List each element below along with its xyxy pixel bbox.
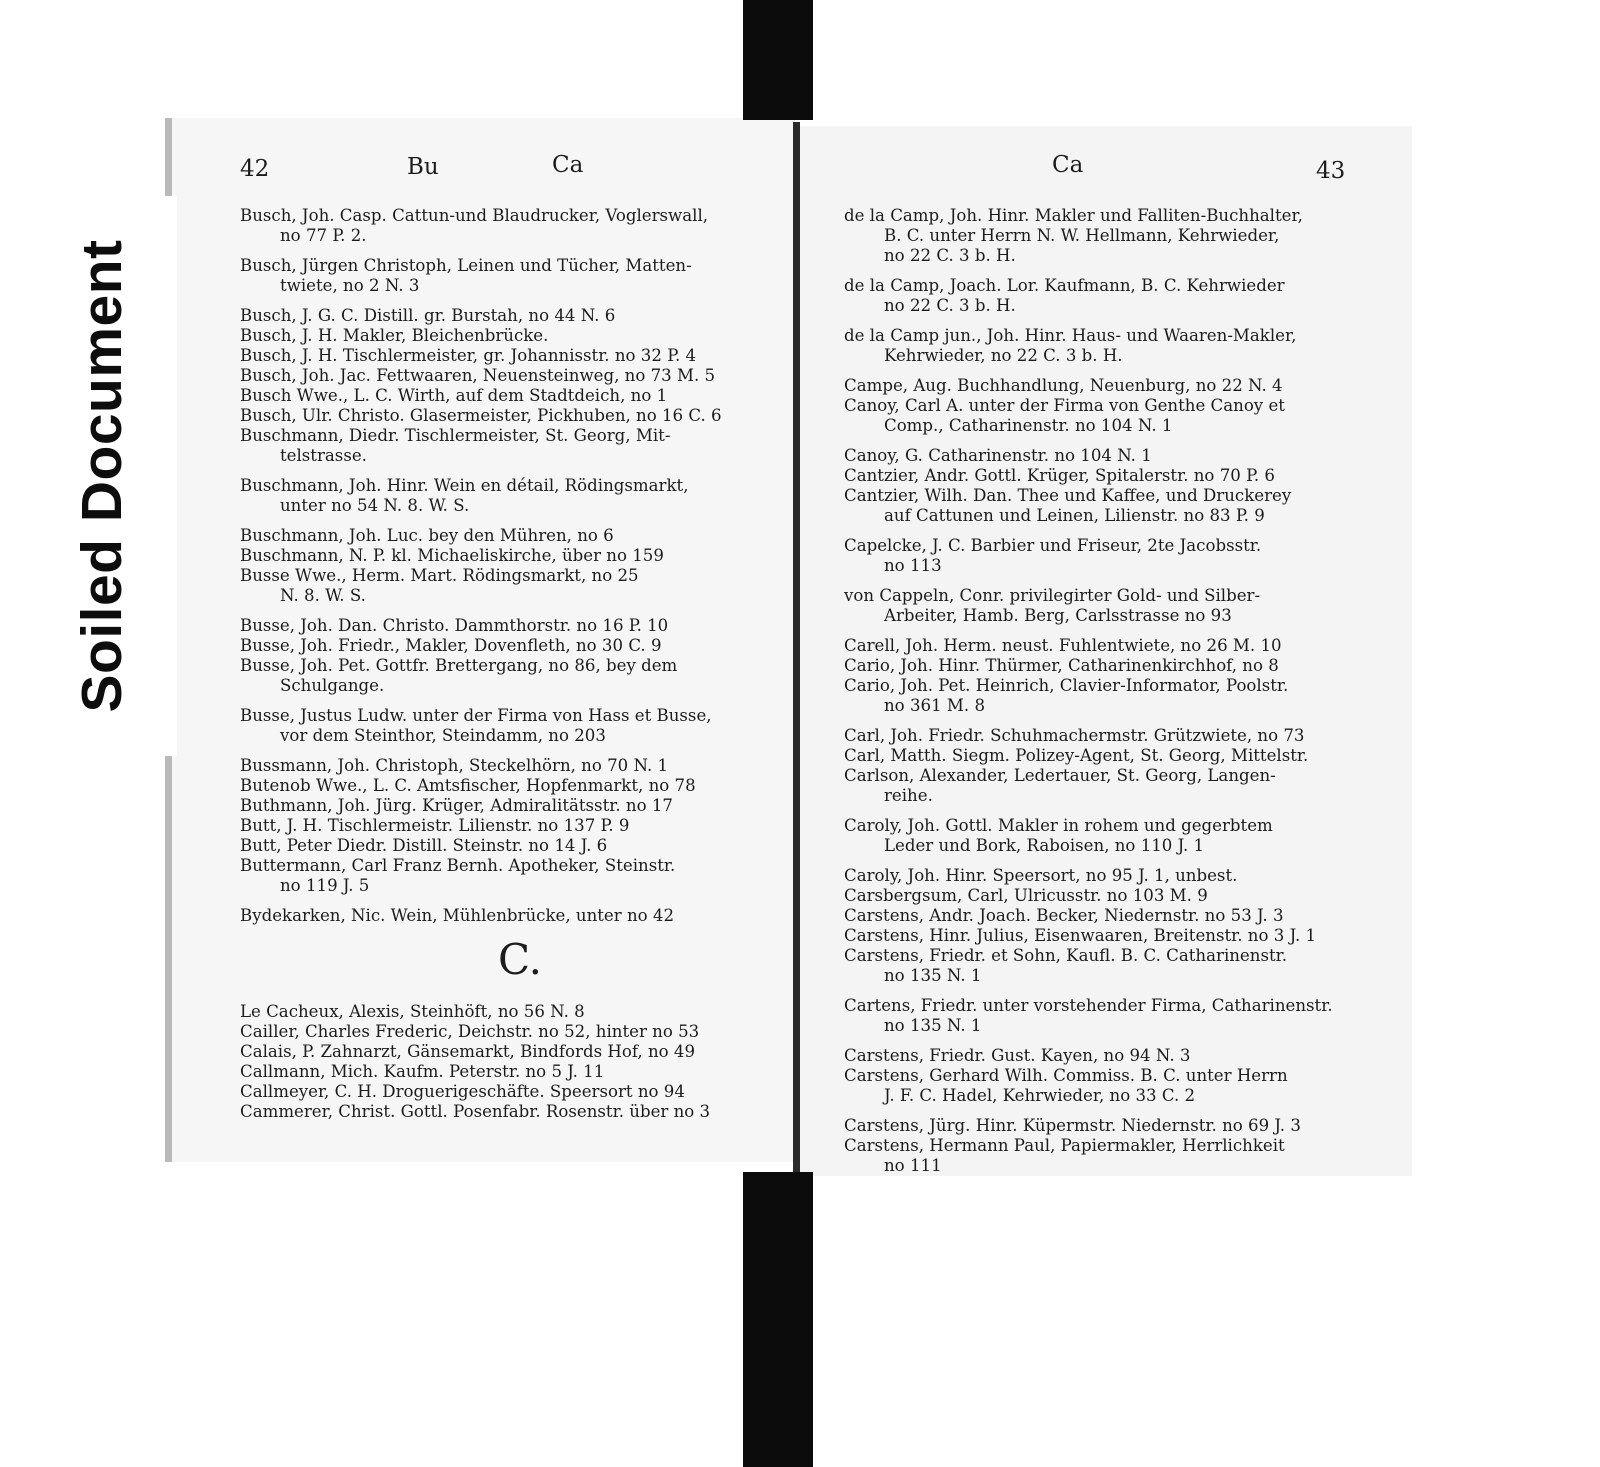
entry-gap [844,316,1404,326]
entry-continuation: twiete, no 2 N. 3 [280,276,420,295]
entry-line: Caroly, Joh. Gottl. Makler in rohem und gegerbtem [844,816,1273,835]
directory-entry [844,1046,1404,1066]
directory-entry [240,776,800,796]
entry-line: Carsbergsum, Carl, Ulricusstr. no 103 M. 9 [844,886,1208,905]
entry-line: Canoy, Carl A. unter der Firma von Genthe Canoy et [844,396,1285,415]
entry-gap [844,436,1404,446]
directory-entry [240,426,800,466]
entry-gap [240,696,800,706]
entry-line: Caroly, Joh. Hinr. Speersort, no 95 J. 1, unbest. [844,866,1238,885]
entry-line: Carlson, Alexander, Ledertauer, St. Georg, Langen- [844,766,1276,785]
directory-entry [844,486,1404,526]
soiled-document-text: Soiled Document [70,239,134,713]
entry-line: Carl, Matth. Siegm. Polizey-Agent, St. Georg, Mittelstr. [844,746,1309,765]
directory-entry [844,866,1404,886]
directory-entry [240,1102,800,1122]
directory-entry [844,676,1404,716]
entry-line: Busch, J. H. Makler, Bleichenbrücke. [240,326,549,345]
entry-gap [240,606,800,616]
directory-entry [240,566,800,606]
directory-entry [240,546,800,566]
directory-entry [240,366,800,386]
page-number-left: 42 [240,156,270,182]
entry-gap [844,1176,1404,1186]
entry-line: Busch, Ulr. Christo. Glasermeister, Pickhuben, no 16 C. 6 [240,406,722,425]
directory-entry [844,586,1404,626]
entry-line: Carstens, Friedr. et Sohn, Kaufl. B. C. Catharinenstr. [844,946,1288,965]
entry-line: Carell, Joh. Herm. neust. Fuhlentwiete, no 26 M. 10 [844,636,1282,655]
entry-line: Carstens, Gerhard Wilh. Commiss. B. C. unter Herrn [844,1066,1288,1085]
directory-entry [844,766,1404,806]
entry-line: Cailler, Charles Frederic, Deichstr. no 52, hinter no 53 [240,1022,700,1041]
entry-gap [844,716,1404,726]
entry-line: Buschmann, Diedr. Tischlermeister, St. Georg, Mit- [240,426,671,445]
entry-gap [844,1106,1404,1116]
directory-entry [844,636,1404,656]
directory-entry [240,816,800,836]
directory-entry [844,926,1404,946]
directory-entry [844,536,1404,576]
entry-line: Carstens, Hinr. Julius, Eisenwaaren, Breitenstr. no 3 J. 1 [844,926,1317,945]
entry-continuation: telstrasse. [280,446,367,465]
entry-line: Canoy, G. Catharinenstr. no 104 N. 1 [844,446,1152,465]
entry-line: Carstens, Andr. Joach. Becker, Niedernstr. no 53 J. 3 [844,906,1284,925]
entry-line: Buschmann, N. P. kl. Michaeliskirche, über no 159 [240,546,664,565]
entry-line: Cario, Joh. Hinr. Thürmer, Catharinenkirchhof, no 8 [844,656,1279,675]
directory-entry [240,326,800,346]
entry-line: Callmann, Mich. Kaufm. Peterstr. no 5 J. 11 [240,1062,605,1081]
entry-line: Busse, Joh. Friedr., Makler, Dovenfleth, no 30 C. 9 [240,636,662,655]
section-letter: C. [498,935,542,984]
entry-line: von Cappeln, Conr. privilegirter Gold- und Silber- [844,586,1261,605]
entry-gap [844,576,1404,586]
entry-gap [844,986,1404,996]
entry-continuation: no 22 C. 3 b. H. [884,246,1016,265]
entry-continuation: no 135 N. 1 [884,966,982,985]
running-head-right: Ca [552,152,584,178]
directory-entry [844,946,1404,986]
running-head: Ca [1052,152,1084,178]
entry-continuation: no 77 P. 2. [280,226,367,245]
soiled-document-label [27,196,177,756]
directory-entry [240,476,800,516]
left-page [165,118,795,1162]
entry-list [844,206,1404,1186]
binder-clip-bottom [743,1172,813,1467]
entry-continuation: no 111 [884,1156,942,1175]
entry-gap [844,366,1404,376]
directory-entry [844,746,1404,766]
entry-line: Busch, Joh. Jac. Fettwaaren, Neuensteinweg, no 73 M. 5 [240,366,716,385]
left-entries [240,206,800,1122]
directory-entry [240,1042,800,1062]
directory-entry [844,276,1404,316]
entry-line: Butt, J. H. Tischlermeistr. Lilienstr. no 137 P. 9 [240,816,630,835]
entry-line: Butenob Wwe., L. C. Amtsfischer, Hopfenmarkt, no 78 [240,776,696,795]
entry-line: Cantzier, Andr. Gottl. Krüger, Spitalerstr. no 70 P. 6 [844,466,1275,485]
entry-continuation: unter no 54 N. 8. W. S. [280,496,470,515]
directory-entry [240,346,800,366]
entry-line: Cantzier, Wilh. Dan. Thee und Kaffee, und Druckerey [844,486,1292,505]
entry-line: Carstens, Friedr. Gust. Kayen, no 94 N. 3 [844,1046,1191,1065]
entry-continuation: vor dem Steinthor, Steindamm, no 203 [280,726,606,745]
entry-continuation: reihe. [884,786,933,805]
entry-line: Calais, P. Zahnarzt, Gänsemarkt, Bindfords Hof, no 49 [240,1042,696,1061]
directory-entry [844,376,1404,396]
directory-entry [844,996,1404,1036]
entry-line: de la Camp jun., Joh. Hinr. Haus- und Waaren-Makler, [844,326,1297,345]
entry-line: Cammerer, Christ. Gottl. Posenfabr. Rosenstr. über no 3 [240,1102,711,1121]
entry-line: Bussmann, Joh. Christoph, Steckelhörn, no 70 N. 1 [240,756,669,775]
entry-gap [844,1036,1404,1046]
directory-entry [240,856,800,896]
entry-gap [240,896,800,906]
entry-line: Capelcke, J. C. Barbier und Friseur, 2te Jacobsstr. [844,536,1262,555]
right-page [800,126,1412,1176]
entry-continuation: Arbeiter, Hamb. Berg, Carlsstrasse no 93 [884,606,1232,625]
page-number-right: 43 [1316,158,1346,184]
entry-line: Busse, Joh. Dan. Christo. Dammthorstr. no 16 P. 10 [240,616,669,635]
directory-entry [240,1002,800,1022]
entry-continuation: Comp., Catharinenstr. no 104 N. 1 [884,416,1173,435]
running-head-left: Bu [407,154,439,180]
entry-line: Busch, J. G. C. Distill. gr. Burstah, no 44 N. 6 [240,306,616,325]
entry-line: Campe, Aug. Buchhandlung, Neuenburg, no 22 N. 4 [844,376,1283,395]
entry-gap [844,266,1404,276]
entry-line: Cartens, Friedr. unter vorstehender Firma, Catharinenstr. [844,996,1333,1015]
entry-line: Le Cacheux, Alexis, Steinhöft, no 56 N. 8 [240,1002,585,1021]
entry-gap [240,296,800,306]
directory-entry [240,1062,800,1082]
entry-gap [844,526,1404,536]
directory-entry [844,886,1404,906]
directory-entry [240,406,800,426]
directory-entry [844,1136,1404,1176]
entry-line: Busse, Joh. Pet. Gottfr. Brettergang, no 86, bey dem [240,656,678,675]
entry-continuation: N. 8. W. S. [280,586,366,605]
directory-entry [844,396,1404,436]
entry-line: Callmeyer, C. H. Droguerigeschäfte. Speersort no 94 [240,1082,685,1101]
directory-entry [844,726,1404,746]
entry-list-after [240,1002,800,1122]
entry-line: de la Camp, Joach. Lor. Kaufmann, B. C. Kehrwieder [844,276,1285,295]
directory-entry [240,706,800,746]
directory-entry [240,256,800,296]
entry-line: de la Camp, Joh. Hinr. Makler und Falliten-Buchhalter, [844,206,1303,225]
entry-line: Busch Wwe., L. C. Wirth, auf dem Stadtdeich, no 1 [240,386,668,405]
entry-gap [240,466,800,476]
directory-entry [240,756,800,776]
directory-entry [240,636,800,656]
entry-line: Butt, Peter Diedr. Distill. Steinstr. no 14 J. 6 [240,836,608,855]
directory-entry [240,1082,800,1102]
entry-line: Bydekarken, Nic. Wein, Mühlenbrücke, unter no 42 [240,906,675,925]
entry-line: Cario, Joh. Pet. Heinrich, Clavier-Informator, Poolstr. [844,676,1289,695]
directory-entry [240,616,800,636]
entry-continuation: J. F. C. Hadel, Kehrwieder, no 33 C. 2 [884,1086,1196,1105]
entry-continuation: no 113 [884,556,942,575]
entry-line: Busse, Justus Ludw. unter der Firma von Hass et Busse, [240,706,712,725]
entry-line: Busse Wwe., Herm. Mart. Rödingsmarkt, no 25 [240,566,639,585]
entry-continuation: B. C. unter Herrn N. W. Hellmann, Kehrwieder, [884,226,1280,245]
entry-continuation: Kehrwieder, no 22 C. 3 b. H. [884,346,1123,365]
directory-entry [240,836,800,856]
entry-line: Buttermann, Carl Franz Bernh. Apotheker, Steinstr. [240,856,676,875]
entry-line: Busch, Joh. Casp. Cattun-und Blaudrucker, Voglerswall, [240,206,709,225]
book-gutter [793,122,800,1172]
directory-entry [844,1066,1404,1106]
directory-entry [240,1022,800,1042]
entry-line: Busch, J. H. Tischlermeister, gr. Johannisstr. no 32 P. 4 [240,346,697,365]
entry-gap [240,246,800,256]
entry-line: Buschmann, Joh. Hinr. Wein en détail, Rödingsmarkt, [240,476,689,495]
directory-entry [844,206,1404,266]
directory-entry [240,906,800,926]
directory-entry [844,326,1404,366]
directory-entry [240,386,800,406]
directory-entry [844,1116,1404,1136]
directory-entry [240,656,800,696]
entry-line: Carstens, Jürg. Hinr. Küpermstr. Niedernstr. no 69 J. 3 [844,1116,1301,1135]
entry-line: Buthmann, Joh. Jürg. Krüger, Admiralitätsstr. no 17 [240,796,673,815]
entry-list-before [240,206,800,926]
directory-entry [844,816,1404,856]
directory-entry [240,526,800,546]
entry-continuation: no 361 M. 8 [884,696,985,715]
directory-entry [240,306,800,326]
directory-entry [844,446,1404,466]
directory-entry [240,206,800,246]
entry-continuation: auf Cattunen und Leinen, Lilienstr. no 83 P. 9 [884,506,1265,525]
directory-entry [240,796,800,816]
entry-continuation: no 22 C. 3 b. H. [884,296,1016,315]
binder-clip-top [743,0,813,120]
entry-continuation: Schulgange. [280,676,385,695]
directory-entry [844,656,1404,676]
right-entries [844,206,1404,1186]
entry-continuation: no 135 N. 1 [884,1016,982,1035]
entry-line: Carl, Joh. Friedr. Schuhmachermstr. Grützwiete, no 73 [844,726,1305,745]
entry-continuation: Leder und Bork, Raboisen, no 110 J. 1 [884,836,1205,855]
entry-line: Buschmann, Joh. Luc. bey den Mühren, no 6 [240,526,614,545]
directory-entry [844,906,1404,926]
entry-line: Busch, Jürgen Christoph, Leinen und Tücher, Matten- [240,256,692,275]
entry-line: Carstens, Hermann Paul, Papiermakler, Herrlichkeit [844,1136,1285,1155]
entry-gap [240,516,800,526]
entry-gap [844,806,1404,816]
entry-gap [844,856,1404,866]
entry-continuation: no 119 J. 5 [280,876,370,895]
entry-gap [240,746,800,756]
directory-entry [844,466,1404,486]
entry-gap [844,626,1404,636]
